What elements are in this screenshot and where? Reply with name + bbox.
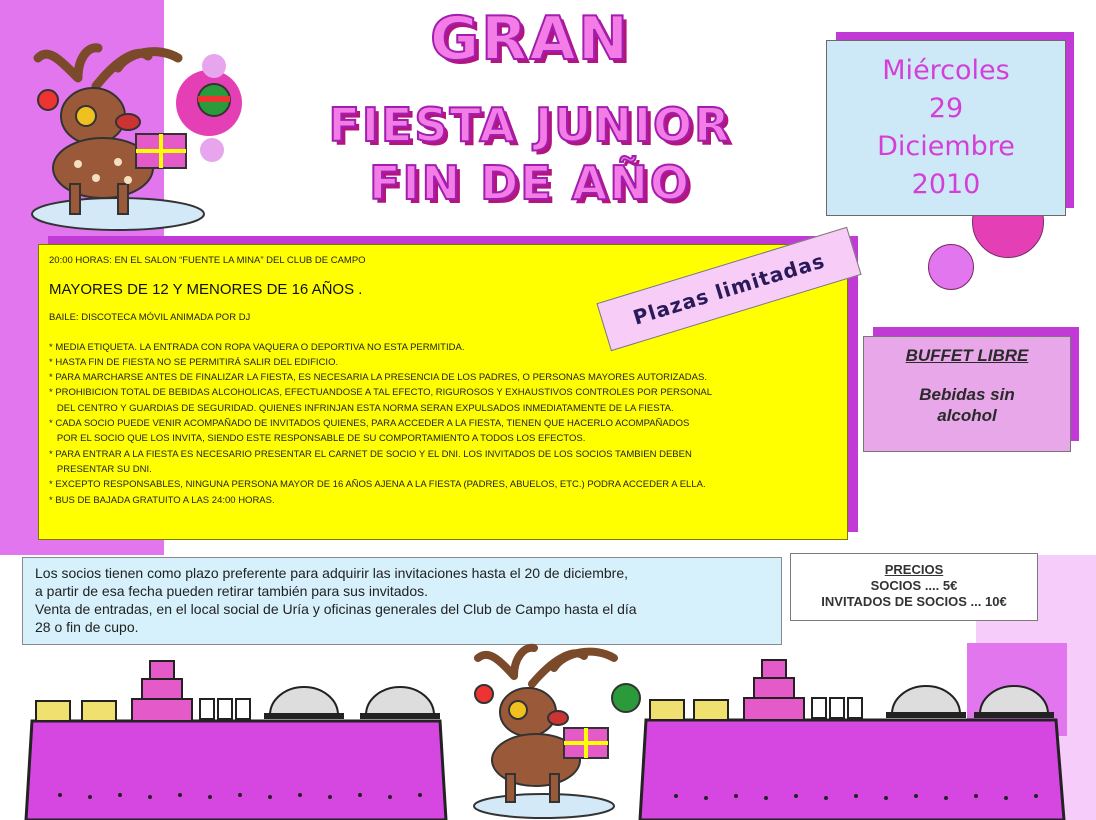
rule-line: * PARA ENTRAR A LA FIESTA ES NECESARIO PRESENTAR EL CARNET DE SOCIO Y EL DNI. LOS INVITADOS DE LOS SOCIOS TAMBIEN DEBEN (49, 448, 692, 460)
buffet-line: alcohol (937, 406, 997, 425)
drink-glass-icon (200, 699, 250, 719)
cake-icon (744, 660, 804, 720)
cake-icon (132, 661, 192, 721)
cloche-icon (264, 687, 344, 719)
rule-line: * EXCEPTO RESPONSABLES, NINGUNA PERSONA MAYOR DE 16 AÑOS AJENA A LA FIESTA (PADRES, ABUELOS, ETC.) PODRA ACCEDER A ELLA. (49, 479, 706, 491)
cloche-icon (360, 687, 440, 719)
info-line: 28 o fin de cupo. (35, 619, 139, 635)
rule-line: POR EL SOCIO QUE LOS INVITA, SIENDO ESTE RESPONSABLE DE SU COMPORTAMIENTO A TODOS LOS EFECTOS. (49, 433, 586, 445)
buffet-table-left (20, 645, 450, 820)
decor-circle (928, 244, 974, 290)
info-line: Los socios tienen como plazo preferente para adquirir las invitaciones hasta el 20 de diciembre, (35, 565, 629, 581)
rule-line: * CADA SOCIO PUEDE VENIR ACOMPAÑADO DE INVITADOS QUIENES, PARA ACCEDER A LA FIESTA, TIENEN QUE HACERLO ACOMPAÑADOS (49, 418, 690, 430)
drink-glass-icon (812, 698, 862, 718)
date-weekday: Miércoles (882, 55, 1010, 86)
reindeer-icon (18, 38, 234, 234)
details-dance: BAILE: DISCOTECA MÓVIL ANIMADA POR DJ (49, 312, 251, 324)
rule-line: DEL CENTRO Y GUARDIAS DE SEGURIDAD. QUIENES INFRINJAN ESTA NORMA SERAN EXPULSADOS INMEDIATAMENTE DE LA FIESTA. (49, 402, 674, 414)
rule-line: * PROHIBICION TOTAL DE BEBIDAS ALCOHOLICAS, EFECTUANDOSE A TAL EFECTO, RIGUROSOS Y EXHAUSTIVOS CONTROLES POR PERSONAL (49, 387, 713, 399)
ornament-icon (475, 685, 493, 703)
price-guests: INVITADOS DE SOCIOS ... 10€ (821, 594, 1007, 609)
rule-line: * MEDIA ETIQUETA. LA ENTRADA CON ROPA VAQUERA O DEPORTIVA NO ESTA PERMITIDA. (49, 341, 465, 353)
info-line: a partir de esa fecha pueden retirar también para sus invitados. (35, 583, 429, 599)
rule-line: * PARA MARCHARSE ANTES DE FINALIZAR LA FIESTA, ES NECESARIA LA PRESENCIA DE LOS PADRES, O PERSONAS MAYORES AUTORIZADAS. (49, 372, 707, 384)
info-line: Venta de entradas, en el local social de Uría y oficinas generales del Club de Campo hasta el día (35, 601, 637, 617)
title-line-2: FIESTA JUNIOR (328, 98, 732, 152)
buffet-line: Bebidas sin (919, 385, 1015, 404)
price-members: SOCIOS .... 5€ (870, 578, 958, 593)
buffet-table-right (636, 640, 1072, 820)
date-month: Diciembre (877, 131, 1015, 162)
sales-info-box (22, 557, 782, 645)
title-line-1: GRAN (429, 4, 631, 74)
buffet-box (863, 336, 1071, 452)
cloche-icon (886, 686, 966, 718)
date-year: 2010 (911, 169, 981, 200)
rule-line: * BUS DE BAJADA GRATUITO A LAS 24:00 HORAS. (49, 494, 275, 506)
details-time-location: 20:00 HORAS: EN EL SALON “FUENTE LA MINA” DEL CLUB DE CAMPO (49, 255, 366, 266)
prices-box (790, 553, 1038, 621)
limited-places-stamp: Plazas limitadas (596, 227, 861, 351)
details-ages: MAYORES DE 12 Y MENORES DE 16 AÑOS . (49, 281, 363, 299)
date-day: 29 (928, 93, 964, 124)
rule-line: PRESENTAR SU DNI. (49, 463, 152, 475)
rule-line: * HASTA FIN DE FIESTA NO SE PERMITIRÁ SALIR DEL EDIFICIO. (49, 356, 339, 368)
details-rules (49, 340, 837, 508)
date-box (826, 40, 1066, 216)
cloche-icon (974, 686, 1054, 718)
prices-heading: PRECIOS (884, 562, 944, 577)
title-line-3: FIN DE AÑO (369, 156, 691, 210)
buffet-heading: BUFFET LIBRE (905, 346, 1029, 365)
reindeer-icon (458, 640, 646, 820)
